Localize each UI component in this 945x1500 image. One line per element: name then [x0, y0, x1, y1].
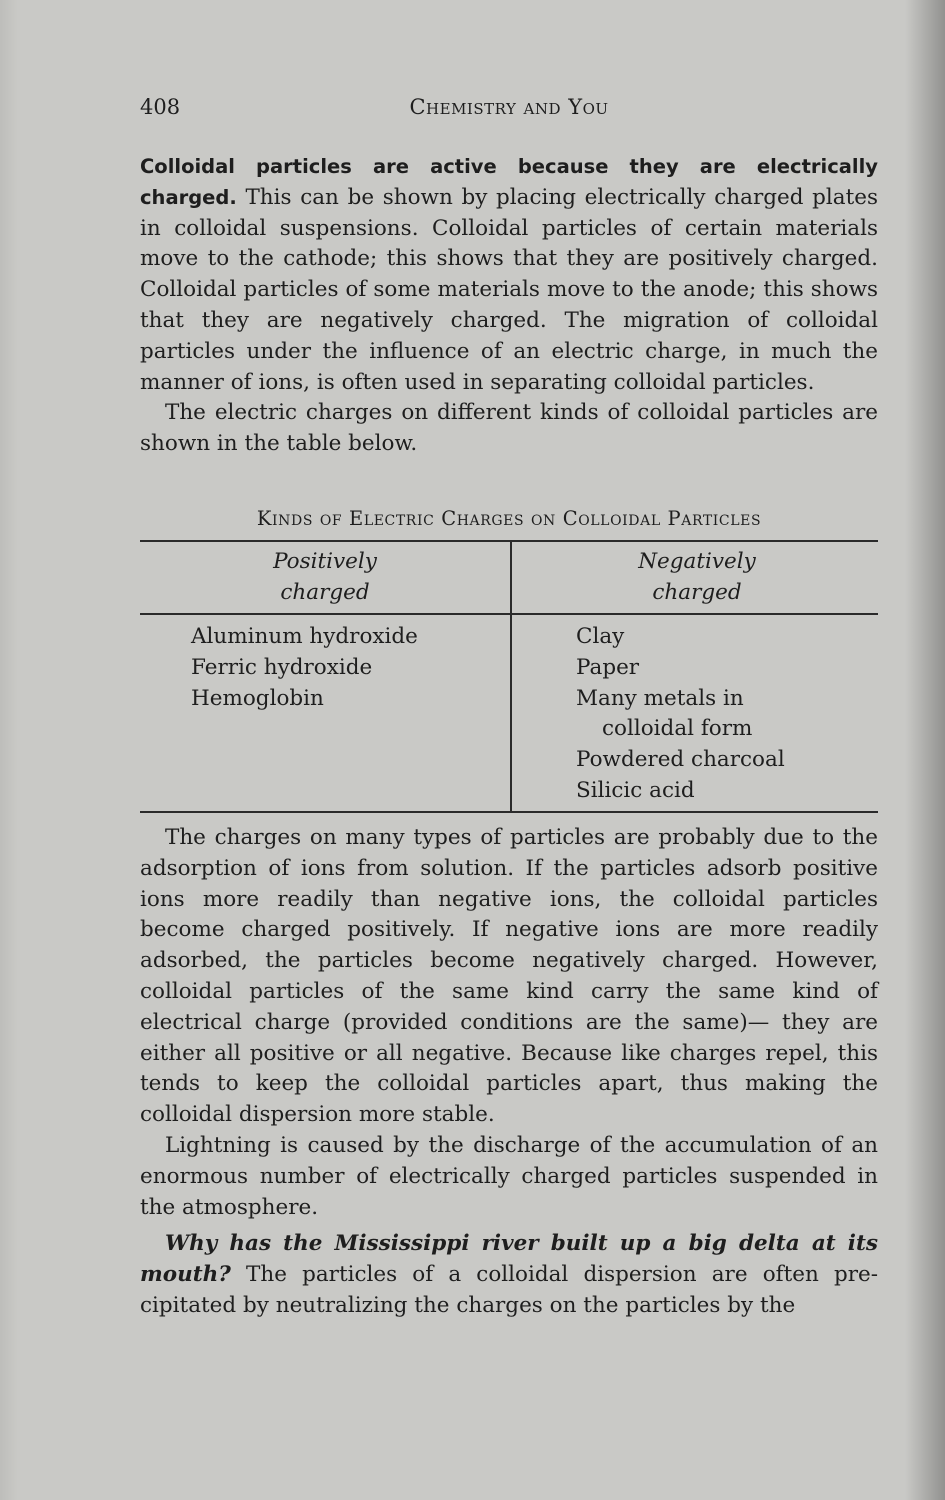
- paragraph-text: The particles of a colloidal dispersion are often precipitated by neutralizing the charges on the particles by the: [140, 1262, 878, 1318]
- column-header-text: Negatively charged: [638, 549, 756, 605]
- list-item: Clay: [576, 624, 625, 649]
- column-header-negative: [512, 547, 882, 609]
- paragraph: The electric charges on different kinds of colloidal particles are shown in the table below.: [140, 400, 878, 457]
- list-item: Many metals in colloidal form: [576, 685, 753, 742]
- page-number: 408: [140, 95, 181, 119]
- paragraph: The charges on many types of particles are probably due to the adsorption of ions from solution. If the particles adsorb positive ions more readily than negative ions, the colloidal particles become charged positively. If negative ions are more readily adsorbed, the particles become negatively charged. However, colloidal particles of the same kind carry the same kind of electrical charge (provided conditions are the same)— they are either all positive or all negative. Because like charges repel, this tends to keep the colloidal particles apart, thus making the colloidal dispersion more stable.: [140, 825, 878, 1128]
- table-caption: Kinds of Electric Charges on Colloidal Particles: [256, 507, 762, 530]
- paragraph-lead-heading: Colloidal particles are active because they are electrically charged.: [140, 155, 878, 209]
- list-item: Hemoglobin: [191, 685, 324, 711]
- table-rule-bottom: [140, 811, 878, 813]
- page-edge-shadow-right: [905, 0, 945, 1500]
- column-header-positive: [140, 547, 510, 609]
- table-rule-header: [140, 613, 878, 615]
- list-item: Powdered charcoal: [576, 747, 785, 773]
- paragraph-text: This can be shown by placing electrically charged plates in colloidal suspensions. Colloidal particles of certain materials move to the cathode; this shows that they are positively charged. Colloidal particles of some materials move to the anode; this shows that they are negatively charged. The migration of colloidal particles under the influence of an electric charge, in much the manner of ions, is often used in separating colloidal particles.: [140, 184, 878, 395]
- paragraph: Lightning is caused by the discharge of the accumulation of an enormous number of electrically charged particles suspended in the atmosphere.: [140, 1132, 878, 1220]
- body-text-bottom: [140, 823, 878, 1322]
- running-title: Chemistry and You: [409, 95, 609, 119]
- paragraph-lead-question: Why has the Mississippi river built up a big delta at its mouth?: [140, 1231, 878, 1288]
- positive-list: [191, 622, 501, 714]
- page-edge-shadow-left: [0, 0, 18, 1500]
- table-rule-top: [140, 540, 878, 542]
- charge-table: [140, 540, 878, 812]
- list-item: Silicic acid: [576, 777, 695, 803]
- body-text-top: [140, 152, 878, 460]
- list-item: Paper: [576, 654, 640, 680]
- paragraph: [140, 152, 878, 398]
- list-item: Aluminum hydroxide: [191, 624, 418, 649]
- list-item: Ferric hydroxide: [191, 654, 373, 680]
- column-header-text: Positively charged: [273, 549, 377, 605]
- page-header: [140, 95, 878, 129]
- paragraph: [140, 1229, 878, 1321]
- negative-list: [576, 622, 876, 807]
